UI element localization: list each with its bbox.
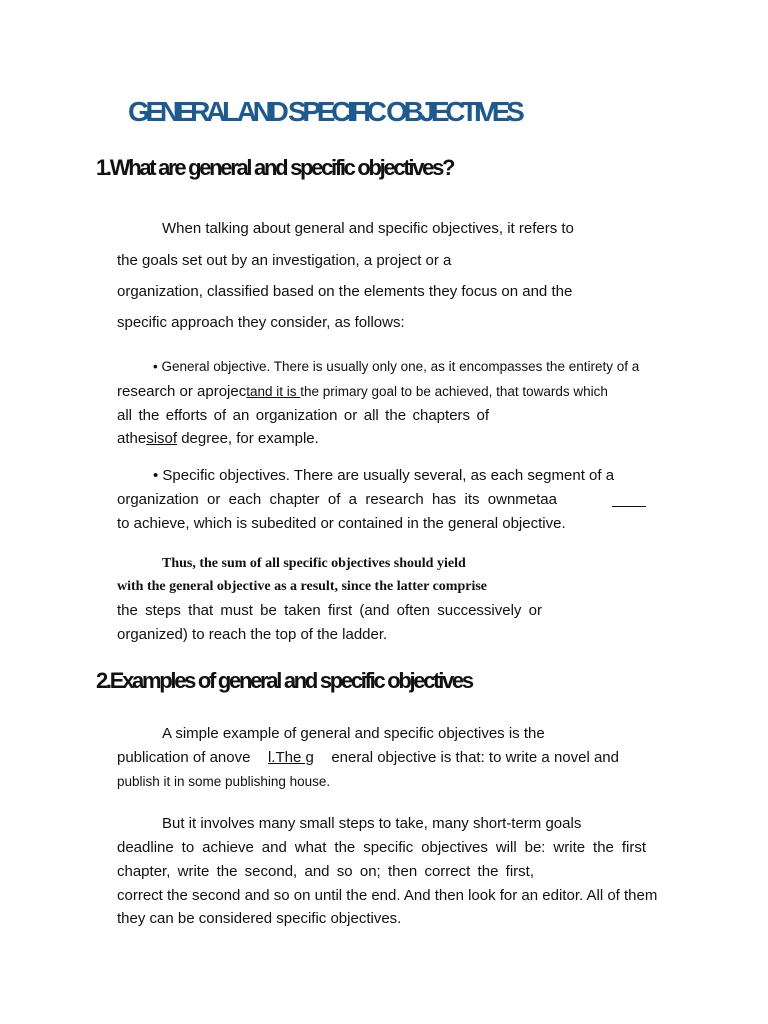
underlined-text: sisof: [146, 430, 178, 447]
paragraph-line: organized) to reach the top of the ladder.: [117, 626, 388, 643]
section-heading-1: 1.What are general and specific objectives?: [96, 155, 454, 180]
bullet-line: • Specific objectives. There are usually several, as each segment of a: [153, 467, 615, 484]
bullet-line: [117, 430, 319, 447]
bullet-line: [117, 383, 608, 400]
paragraph-line: chapter, write the second, and so on; then correct the first,: [117, 863, 534, 880]
fill-in-blank-line: [612, 506, 646, 507]
paragraph-line: [117, 749, 619, 766]
paragraph-line: deadline to achieve and what the specific objectives will be: write the first: [117, 839, 646, 856]
paragraph-text: eneral objective is that: to write a novel and: [331, 749, 619, 766]
intro-line: the goals set out by an investigation, a project or a: [117, 252, 452, 269]
paragraph-line: they can be considered specific objectives.: [117, 910, 402, 927]
paragraph-line: But it involves many small steps to take, many short-term goals: [162, 815, 582, 832]
paragraph-text: publication of anove: [117, 749, 251, 766]
bullet-line: to achieve, which is subedited or contained in the general objective.: [117, 515, 566, 532]
underlined-text: l.The g: [267, 749, 314, 766]
paragraph-line: correct the second and so on until the end. And then look for an editor. All of them: [117, 887, 658, 904]
bullet-text: research or aprojec: [117, 383, 247, 400]
paragraph-line: publish it in some publishing house.: [117, 774, 331, 789]
paragraph-line: A simple example of general and specific objectives is the: [162, 725, 545, 742]
intro-line: When talking about general and specific objectives, it refers to: [162, 220, 574, 237]
intro-line: specific approach they consider, as follows:: [117, 314, 405, 331]
paragraph-line: the steps that must be taken first (and often successively or: [117, 602, 542, 619]
section-heading-2: 2.Examples of general and specific objectives: [96, 668, 472, 693]
bold-line: Thus, the sum of all specific objectives should yield: [162, 556, 466, 571]
bullet-text: the primary goal to be achieved, that towards which: [300, 384, 608, 399]
bullet-text: degree, for example.: [177, 430, 319, 447]
intro-line: organization, classified based on the elements they focus on and the: [117, 283, 573, 300]
bullet-text: athe: [117, 430, 147, 447]
document-title: GENERAL AND SPECIFIC OBJECTIVES: [128, 96, 521, 127]
underlined-text: tand it is: [246, 384, 301, 399]
bold-line: with the general objective as a result, since the latter comprise: [117, 579, 488, 594]
bullet-line: • General objective. There is usually only one, as it encompasses the entirety of a: [153, 359, 640, 374]
bullet-line: all the efforts of an organization or all the chapters of: [117, 407, 489, 424]
bullet-line: organization or each chapter of a research has its ownmetaa: [117, 491, 557, 508]
